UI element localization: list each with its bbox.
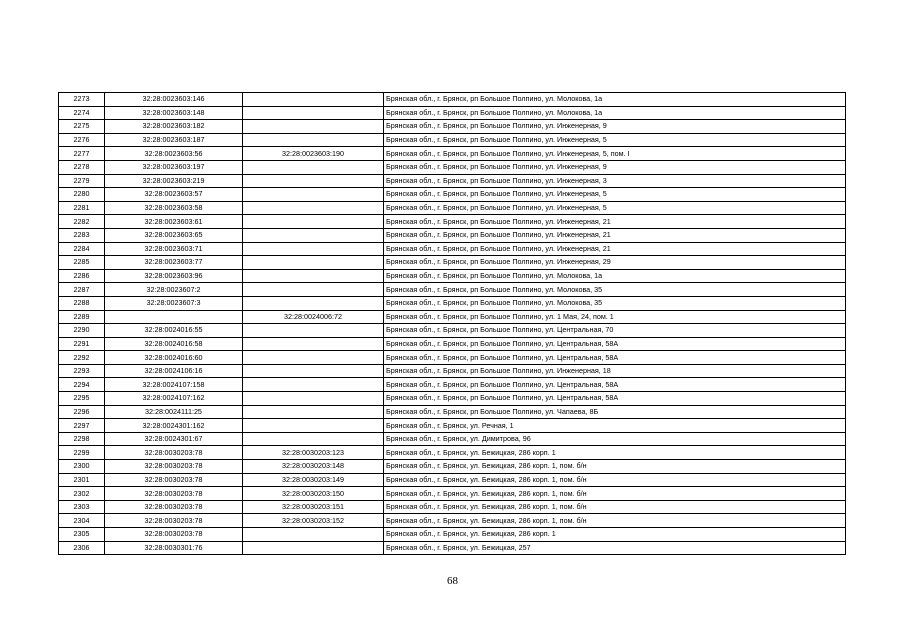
row-number-cell: 2291 <box>59 337 105 351</box>
land-cadastral-number-cell: 32:28:0023603:219 <box>105 174 243 188</box>
table-row <box>59 310 846 324</box>
table-row <box>59 473 846 487</box>
address-cell: Брянская обл., г. Брянск, рп Большое Полпино, ул. Инженерная, 3 <box>384 174 846 188</box>
table-row <box>59 364 846 378</box>
row-number-cell: 2306 <box>59 541 105 555</box>
row-number-cell: 2286 <box>59 269 105 283</box>
address-cell: Брянская обл., г. Брянск, рп Большое Полпино, ул. Инженерная, 5, пом. I <box>384 147 846 161</box>
address-cell: Брянская обл., г. Брянск, ул. Бежицкая, 286 корп. 1, пом. б/н <box>384 500 846 514</box>
address-cell: Брянская обл., г. Брянск, рп Большое Полпино, ул. Инженерная, 5 <box>384 133 846 147</box>
row-number-cell: 2292 <box>59 351 105 365</box>
land-cadastral-number-cell: 32:28:0023603:61 <box>105 215 243 229</box>
row-number-cell: 2281 <box>59 201 105 215</box>
address-cell: Брянская обл., г. Брянск, ул. Бежицкая, 286 корп. 1, пом. б/н <box>384 460 846 474</box>
table-row <box>59 324 846 338</box>
table-row <box>59 93 846 107</box>
address-cell: Брянская обл., г. Брянск, ул. Бежицкая, 257 <box>384 541 846 555</box>
table-row <box>59 446 846 460</box>
page-number: 68 <box>447 575 458 587</box>
address-cell: Брянская обл., г. Брянск, рп Большое Полпино, ул. 1 Мая, 24, пом. 1 <box>384 310 846 324</box>
row-number-cell: 2299 <box>59 446 105 460</box>
address-cell: Брянская обл., г. Брянск, рп Большое Полпино, ул. Центральная, 58А <box>384 392 846 406</box>
address-cell: Брянская обл., г. Брянск, рп Большое Полпино, ул. Инженерная, 9 <box>384 160 846 174</box>
row-number-cell: 2301 <box>59 473 105 487</box>
row-number-cell: 2285 <box>59 256 105 270</box>
table-row <box>59 405 846 419</box>
table-row <box>59 528 846 542</box>
land-cadastral-number-cell: 32:28:0023603:77 <box>105 256 243 270</box>
table-row <box>59 242 846 256</box>
land-cadastral-number-cell: 32:28:0023603:148 <box>105 106 243 120</box>
object-cadastral-number-cell <box>243 269 384 283</box>
object-cadastral-number-cell <box>243 120 384 134</box>
table-row <box>59 460 846 474</box>
object-cadastral-number-cell <box>243 201 384 215</box>
table-row <box>59 351 846 365</box>
row-number-cell: 2276 <box>59 133 105 147</box>
object-cadastral-number-cell <box>243 337 384 351</box>
row-number-cell: 2289 <box>59 310 105 324</box>
row-number-cell: 2283 <box>59 228 105 242</box>
object-cadastral-number-cell <box>243 188 384 202</box>
table-row <box>59 160 846 174</box>
object-cadastral-number-cell: 32:28:0023603:190 <box>243 147 384 161</box>
land-cadastral-number-cell: 32:28:0023603:182 <box>105 120 243 134</box>
land-cadastral-number-cell: 32:28:0023603:65 <box>105 228 243 242</box>
table-row <box>59 500 846 514</box>
address-cell: Брянская обл., г. Брянск, рп Большое Полпино, ул. Инженерная, 5 <box>384 201 846 215</box>
row-number-cell: 2282 <box>59 215 105 229</box>
object-cadastral-number-cell <box>243 432 384 446</box>
address-cell: Брянская обл., г. Брянск, рп Большое Полпино, ул. Центральная, 58А <box>384 351 846 365</box>
table-row <box>59 419 846 433</box>
land-cadastral-number-cell: 32:28:0030203:78 <box>105 500 243 514</box>
table-row <box>59 337 846 351</box>
object-cadastral-number-cell <box>243 541 384 555</box>
property-register-table <box>58 92 846 555</box>
object-cadastral-number-cell <box>243 242 384 256</box>
land-cadastral-number-cell: 32:28:0023603:187 <box>105 133 243 147</box>
address-cell: Брянская обл., г. Брянск, рп Большое Полпино, ул. Инженерная, 18 <box>384 364 846 378</box>
address-cell: Брянская обл., г. Брянск, рп Большое Полпино, ул. Инженерная, 9 <box>384 120 846 134</box>
address-cell: Брянская обл., г. Брянск, ул. Димитрова, 96 <box>384 432 846 446</box>
table-row <box>59 120 846 134</box>
address-cell: Брянская обл., г. Брянск, ул. Бежицкая, 286 корп. 1, пом. б/н <box>384 487 846 501</box>
row-number-cell: 2304 <box>59 514 105 528</box>
land-cadastral-number-cell: 32:28:0023607:3 <box>105 296 243 310</box>
land-cadastral-number-cell: 32:28:0024111:25 <box>105 405 243 419</box>
land-cadastral-number-cell: 32:28:0024301:67 <box>105 432 243 446</box>
table-row <box>59 296 846 310</box>
object-cadastral-number-cell <box>243 392 384 406</box>
object-cadastral-number-cell: 32:28:0030203:149 <box>243 473 384 487</box>
object-cadastral-number-cell <box>243 528 384 542</box>
address-cell: Брянская обл., г. Брянск, рп Большое Полпино, ул. Инженерная, 21 <box>384 215 846 229</box>
object-cadastral-number-cell <box>243 351 384 365</box>
address-cell: Брянская обл., г. Брянск, рп Большое Полпино, ул. Центральная, 58А <box>384 337 846 351</box>
land-cadastral-number-cell: 32:28:0030203:78 <box>105 446 243 460</box>
address-cell: Брянская обл., г. Брянск, рп Большое Полпино, ул. Чапаева, 8Б <box>384 405 846 419</box>
object-cadastral-number-cell: 32:28:0030203:151 <box>243 500 384 514</box>
address-cell: Брянская обл., г. Брянск, рп Большое Полпино, ул. Молокова, 35 <box>384 296 846 310</box>
address-cell: Брянская обл., г. Брянск, рп Большое Полпино, ул. Инженерная, 29 <box>384 256 846 270</box>
land-cadastral-number-cell: 32:28:0024107:162 <box>105 392 243 406</box>
address-cell: Брянская обл., г. Брянск, рп Большое Полпино, ул. Инженерная, 5 <box>384 188 846 202</box>
object-cadastral-number-cell: 32:28:0024006:72 <box>243 310 384 324</box>
land-cadastral-number-cell: 32:28:0030203:78 <box>105 514 243 528</box>
land-cadastral-number-cell: 32:28:0030203:78 <box>105 528 243 542</box>
table-row <box>59 133 846 147</box>
object-cadastral-number-cell <box>243 364 384 378</box>
row-number-cell: 2295 <box>59 392 105 406</box>
table-body <box>59 93 846 555</box>
land-cadastral-number-cell: 32:28:0030301:76 <box>105 541 243 555</box>
land-cadastral-number-cell: 32:28:0023607:2 <box>105 283 243 297</box>
address-cell: Брянская обл., г. Брянск, рп Большое Полпино, ул. Молокова, 1а <box>384 269 846 283</box>
object-cadastral-number-cell <box>243 405 384 419</box>
land-cadastral-number-cell: 32:28:0030203:78 <box>105 460 243 474</box>
address-cell: Брянская обл., г. Брянск, рп Большое Полпино, ул. Центральная, 70 <box>384 324 846 338</box>
object-cadastral-number-cell: 32:28:0030203:123 <box>243 446 384 460</box>
table-row <box>59 514 846 528</box>
object-cadastral-number-cell <box>243 174 384 188</box>
row-number-cell: 2300 <box>59 460 105 474</box>
table-row <box>59 487 846 501</box>
land-cadastral-number-cell: 32:28:0030203:78 <box>105 487 243 501</box>
land-cadastral-number-cell: 32:28:0030203:78 <box>105 473 243 487</box>
row-number-cell: 2294 <box>59 378 105 392</box>
address-cell: Брянская обл., г. Брянск, ул. Бежицкая, 286 корп. 1, пом. б/н <box>384 473 846 487</box>
row-number-cell: 2274 <box>59 106 105 120</box>
address-cell: Брянская обл., г. Брянск, рп Большое Полпино, ул. Инженерная, 21 <box>384 242 846 256</box>
land-cadastral-number-cell: 32:28:0023603:146 <box>105 93 243 107</box>
address-cell: Брянская обл., г. Брянск, ул. Речная, 1 <box>384 419 846 433</box>
row-number-cell: 2298 <box>59 432 105 446</box>
address-cell: Брянская обл., г. Брянск, ул. Бежицкая, 286 корп. 1 <box>384 446 846 460</box>
table-row <box>59 432 846 446</box>
object-cadastral-number-cell <box>243 228 384 242</box>
row-number-cell: 2277 <box>59 147 105 161</box>
object-cadastral-number-cell <box>243 133 384 147</box>
object-cadastral-number-cell <box>243 283 384 297</box>
table-row <box>59 147 846 161</box>
table-row <box>59 392 846 406</box>
table-row <box>59 256 846 270</box>
row-number-cell: 2278 <box>59 160 105 174</box>
object-cadastral-number-cell <box>243 106 384 120</box>
object-cadastral-number-cell <box>243 256 384 270</box>
table-row <box>59 228 846 242</box>
land-cadastral-number-cell: 32:28:0023603:57 <box>105 188 243 202</box>
row-number-cell: 2279 <box>59 174 105 188</box>
object-cadastral-number-cell: 32:28:0030203:148 <box>243 460 384 474</box>
row-number-cell: 2297 <box>59 419 105 433</box>
land-cadastral-number-cell: 32:28:0024016:55 <box>105 324 243 338</box>
object-cadastral-number-cell: 32:28:0030203:152 <box>243 514 384 528</box>
land-cadastral-number-cell: 32:28:0024016:58 <box>105 337 243 351</box>
row-number-cell: 2293 <box>59 364 105 378</box>
object-cadastral-number-cell <box>243 215 384 229</box>
object-cadastral-number-cell <box>243 160 384 174</box>
row-number-cell: 2288 <box>59 296 105 310</box>
row-number-cell: 2305 <box>59 528 105 542</box>
land-cadastral-number-cell: 32:28:0023603:197 <box>105 160 243 174</box>
row-number-cell: 2284 <box>59 242 105 256</box>
table-row <box>59 188 846 202</box>
table-row <box>59 106 846 120</box>
row-number-cell: 2273 <box>59 93 105 107</box>
address-cell: Брянская обл., г. Брянск, ул. Бежицкая, 286 корп. 1, пом. б/н <box>384 514 846 528</box>
land-cadastral-number-cell: 32:28:0023603:96 <box>105 269 243 283</box>
row-number-cell: 2303 <box>59 500 105 514</box>
table-row <box>59 378 846 392</box>
table-row <box>59 283 846 297</box>
row-number-cell: 2302 <box>59 487 105 501</box>
object-cadastral-number-cell <box>243 296 384 310</box>
object-cadastral-number-cell <box>243 324 384 338</box>
object-cadastral-number-cell <box>243 419 384 433</box>
land-cadastral-number-cell <box>105 310 243 324</box>
table-row <box>59 201 846 215</box>
land-cadastral-number-cell: 32:28:0024106:16 <box>105 364 243 378</box>
row-number-cell: 2290 <box>59 324 105 338</box>
table-row <box>59 269 846 283</box>
land-cadastral-number-cell: 32:28:0024016:60 <box>105 351 243 365</box>
land-cadastral-number-cell: 32:28:0023603:56 <box>105 147 243 161</box>
object-cadastral-number-cell <box>243 93 384 107</box>
object-cadastral-number-cell <box>243 378 384 392</box>
row-number-cell: 2280 <box>59 188 105 202</box>
land-cadastral-number-cell: 32:28:0023603:71 <box>105 242 243 256</box>
address-cell: Брянская обл., г. Брянск, рп Большое Полпино, ул. Молокова, 1а <box>384 93 846 107</box>
address-cell: Брянская обл., г. Брянск, рп Большое Полпино, ул. Молокова, 1а <box>384 106 846 120</box>
object-cadastral-number-cell: 32:28:0030203:150 <box>243 487 384 501</box>
land-cadastral-number-cell: 32:28:0023603:58 <box>105 201 243 215</box>
land-cadastral-number-cell: 32:28:0024107:158 <box>105 378 243 392</box>
table-row <box>59 541 846 555</box>
row-number-cell: 2287 <box>59 283 105 297</box>
row-number-cell: 2296 <box>59 405 105 419</box>
address-cell: Брянская обл., г. Брянск, ул. Бежицкая, 286 корп. 1 <box>384 528 846 542</box>
address-cell: Брянская обл., г. Брянск, рп Большое Полпино, ул. Молокова, 35 <box>384 283 846 297</box>
land-cadastral-number-cell: 32:28:0024301:162 <box>105 419 243 433</box>
address-cell: Брянская обл., г. Брянск, рп Большое Полпино, ул. Центральная, 58А <box>384 378 846 392</box>
row-number-cell: 2275 <box>59 120 105 134</box>
table-row <box>59 215 846 229</box>
address-cell: Брянская обл., г. Брянск, рп Большое Полпино, ул. Инженерная, 21 <box>384 228 846 242</box>
table-row <box>59 174 846 188</box>
